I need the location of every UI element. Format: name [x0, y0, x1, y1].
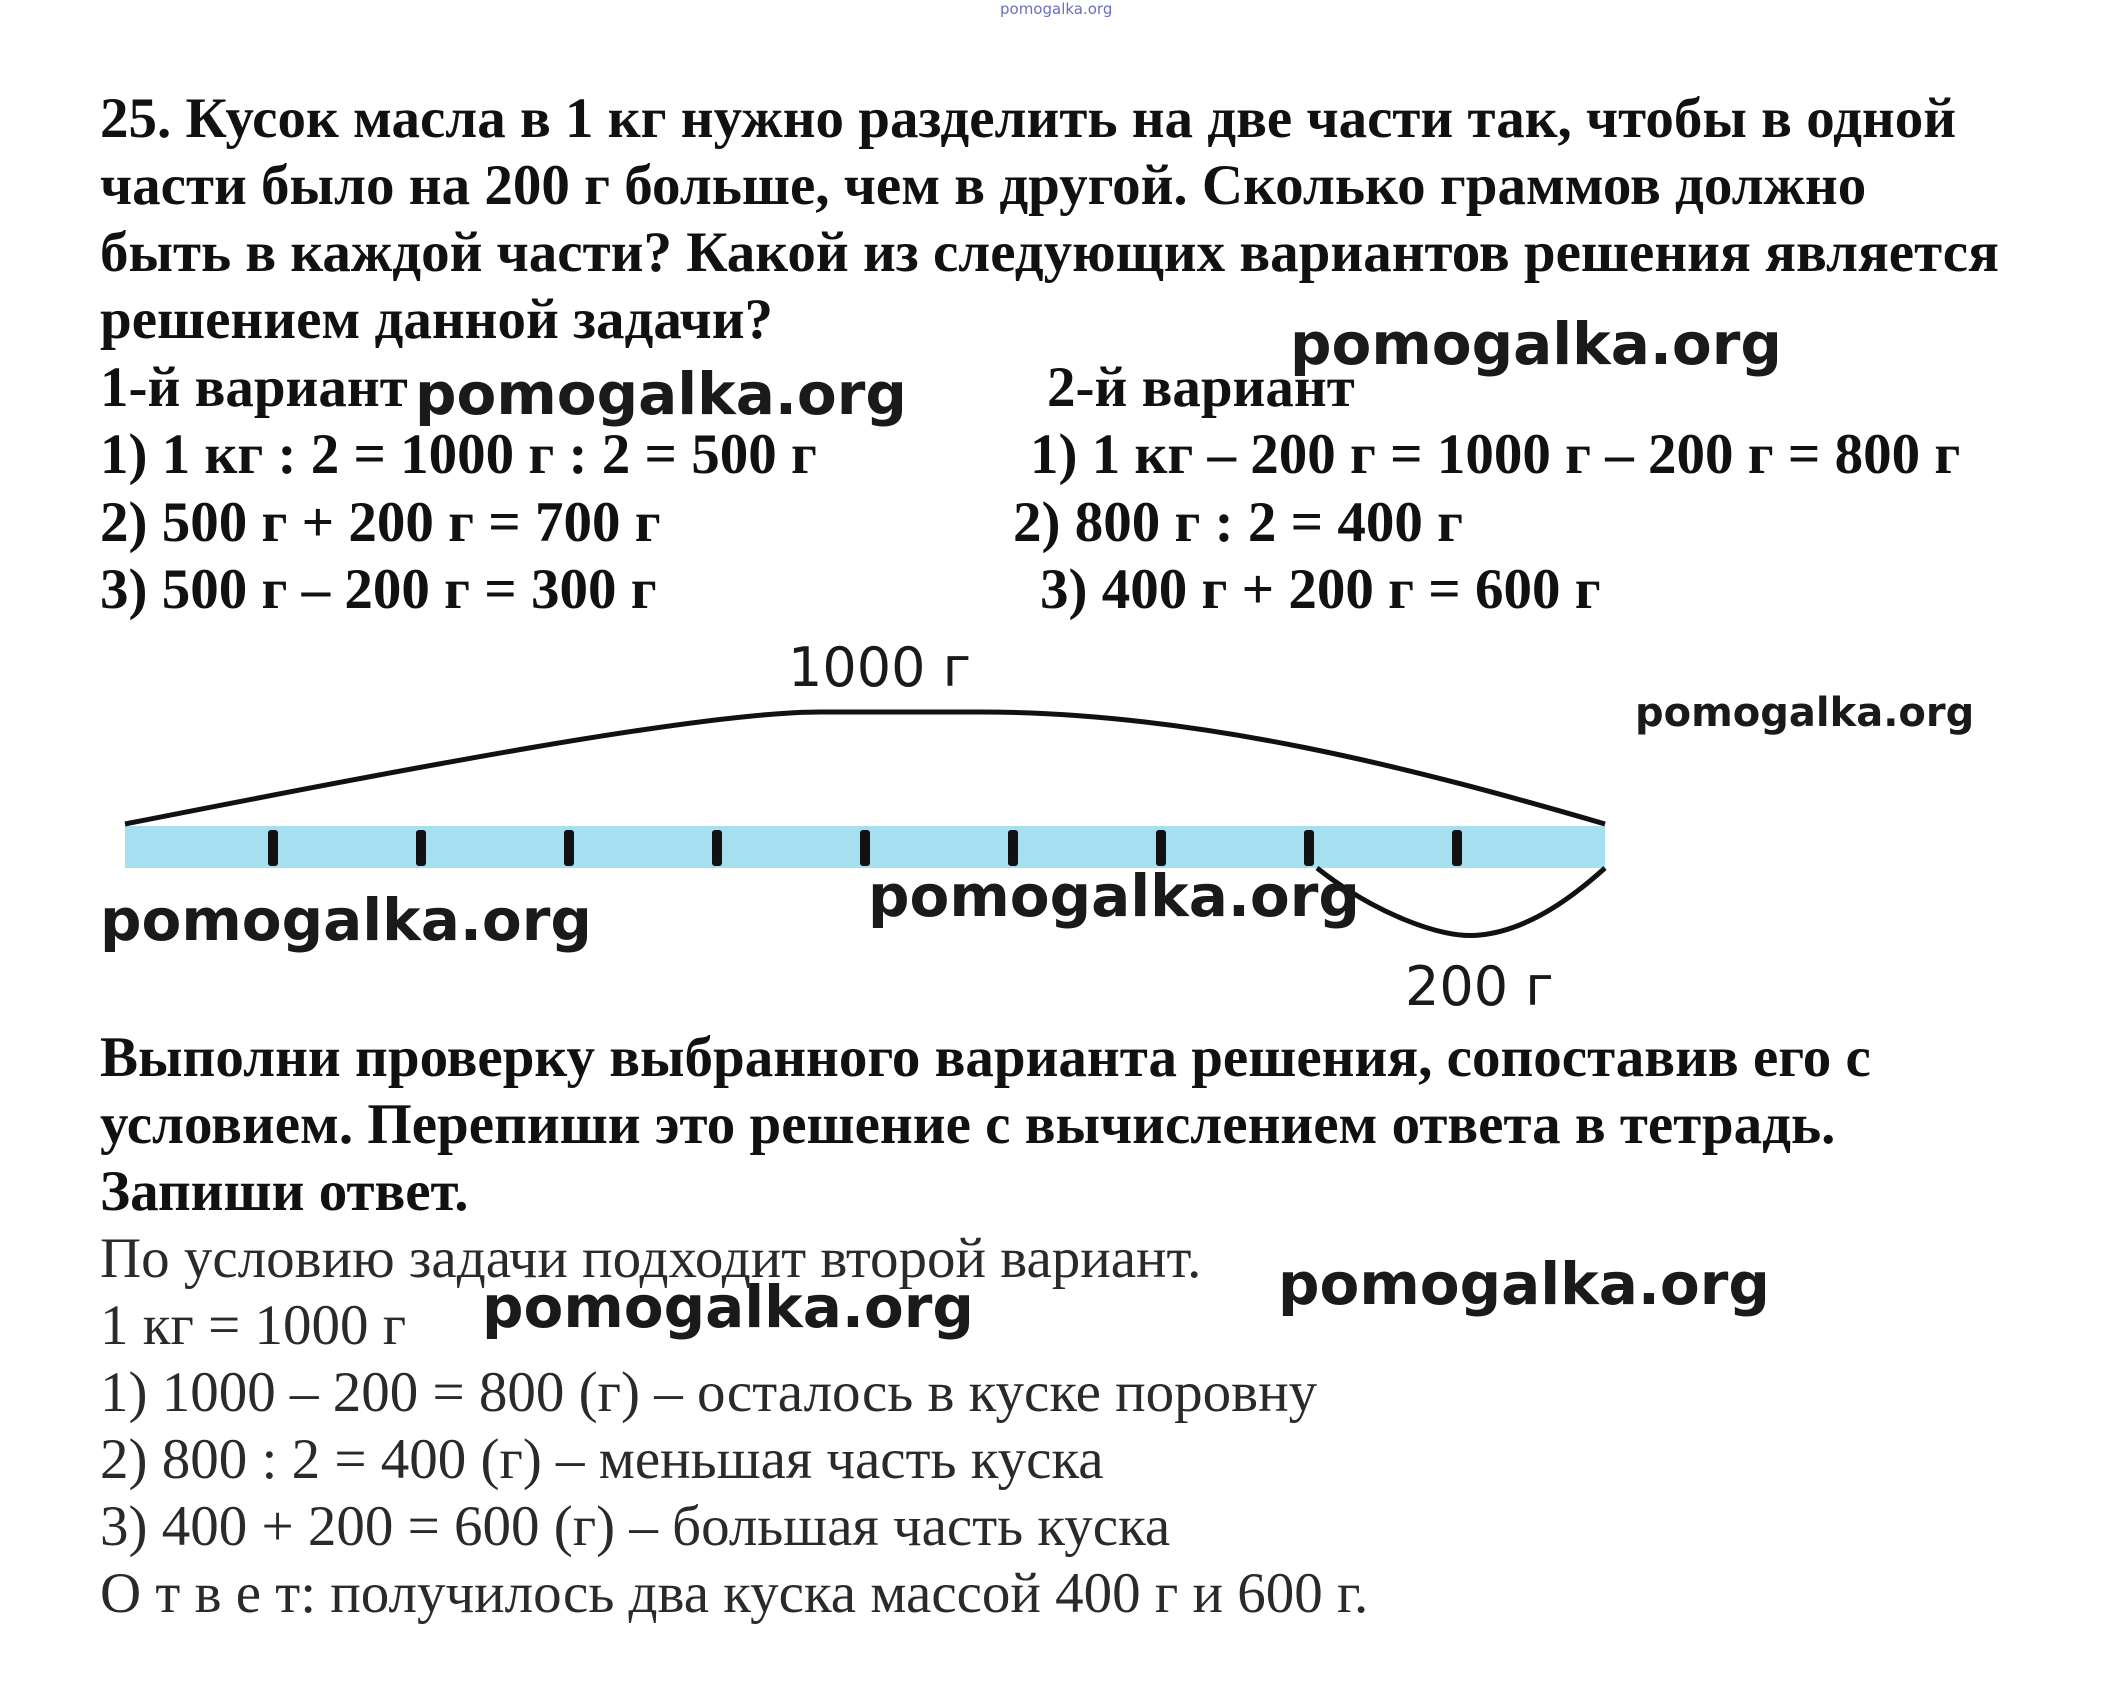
segment-tick [268, 830, 278, 866]
watermark-2: pomogalka.org [415, 360, 907, 428]
total-label: 1000 г [788, 636, 971, 699]
task2-line-1: Выполни проверку выбранного варианта решения, сопоставив его с [100, 1026, 1871, 1089]
problem-line-2: части было на 200 г больше, чем в другой. Сколько граммов должно [100, 154, 1867, 217]
part-label: 200 г [1405, 955, 1554, 1018]
problem-line-1: 25. Кусок масла в 1 кг нужно разделить на две части так, чтобы в одной [100, 87, 1957, 150]
segment-tick [1304, 830, 1314, 866]
segment-tick [1008, 830, 1018, 866]
watermark-3: pomogalka.org [1635, 690, 1975, 736]
segment-tick [860, 830, 870, 866]
solution-line-1: По условию задачи подходит второй вариант. [100, 1227, 1202, 1290]
task2-line-3: Запиши ответ. [100, 1160, 469, 1223]
variant2-step-2: 2) 800 г : 2 = 400 г [1013, 491, 1463, 554]
variant1-title: 1-й вариант [100, 356, 408, 419]
problem-line-3: быть в каждой части? Какой из следующих вариантов решения является [100, 221, 1999, 284]
segment-tick [416, 830, 426, 866]
segment-tick [1452, 830, 1462, 866]
variant1-step-1: 1) 1 кг : 2 = 1000 г : 2 = 500 г [100, 423, 817, 486]
segment-tick [712, 830, 722, 866]
watermark-1: pomogalka.org [1290, 310, 1782, 378]
watermark-7: pomogalka.org [482, 1273, 974, 1341]
solution-line-5: 3) 400 + 200 = 600 (г) – большая часть куска [100, 1495, 1171, 1558]
watermark-6: pomogalka.org [1278, 1250, 1770, 1318]
problem-line-4: решением данной задачи? [100, 288, 774, 351]
watermark-4: pomogalka.org [868, 862, 1360, 930]
variant1-step-2: 2) 500 г + 200 г = 700 г [100, 491, 661, 554]
solution-line-4: 2) 800 : 2 = 400 (г) – меньшая часть куска [100, 1428, 1104, 1491]
part-arc [1317, 868, 1605, 936]
watermark-tiny: pomogalka.org [1000, 0, 1113, 18]
variant2-title: 2-й вариант [1047, 356, 1355, 419]
solution-line-3: 1) 1000 – 200 = 800 (г) – осталось в куске поровну [100, 1361, 1318, 1424]
solution-line-2: 1 кг = 1000 г [100, 1294, 407, 1357]
total-arc [125, 712, 1605, 824]
watermark-5: pomogalka.org [100, 886, 592, 954]
variant2-step-3: 3) 400 г + 200 г = 600 г [1040, 558, 1601, 621]
task2-line-2: условием. Перепиши это решение с вычислением ответа в тетрадь. [100, 1093, 1836, 1156]
segment-tick [564, 830, 574, 866]
variant1-step-3: 3) 500 г – 200 г = 300 г [100, 558, 657, 621]
variant2-step-1: 1) 1 кг – 200 г = 1000 г – 200 г = 800 г [1030, 423, 1961, 486]
solution-answer: О т в е т: получилось два куска массой 400 г и 600 г. [100, 1562, 1369, 1625]
segment-tick [1156, 830, 1166, 866]
